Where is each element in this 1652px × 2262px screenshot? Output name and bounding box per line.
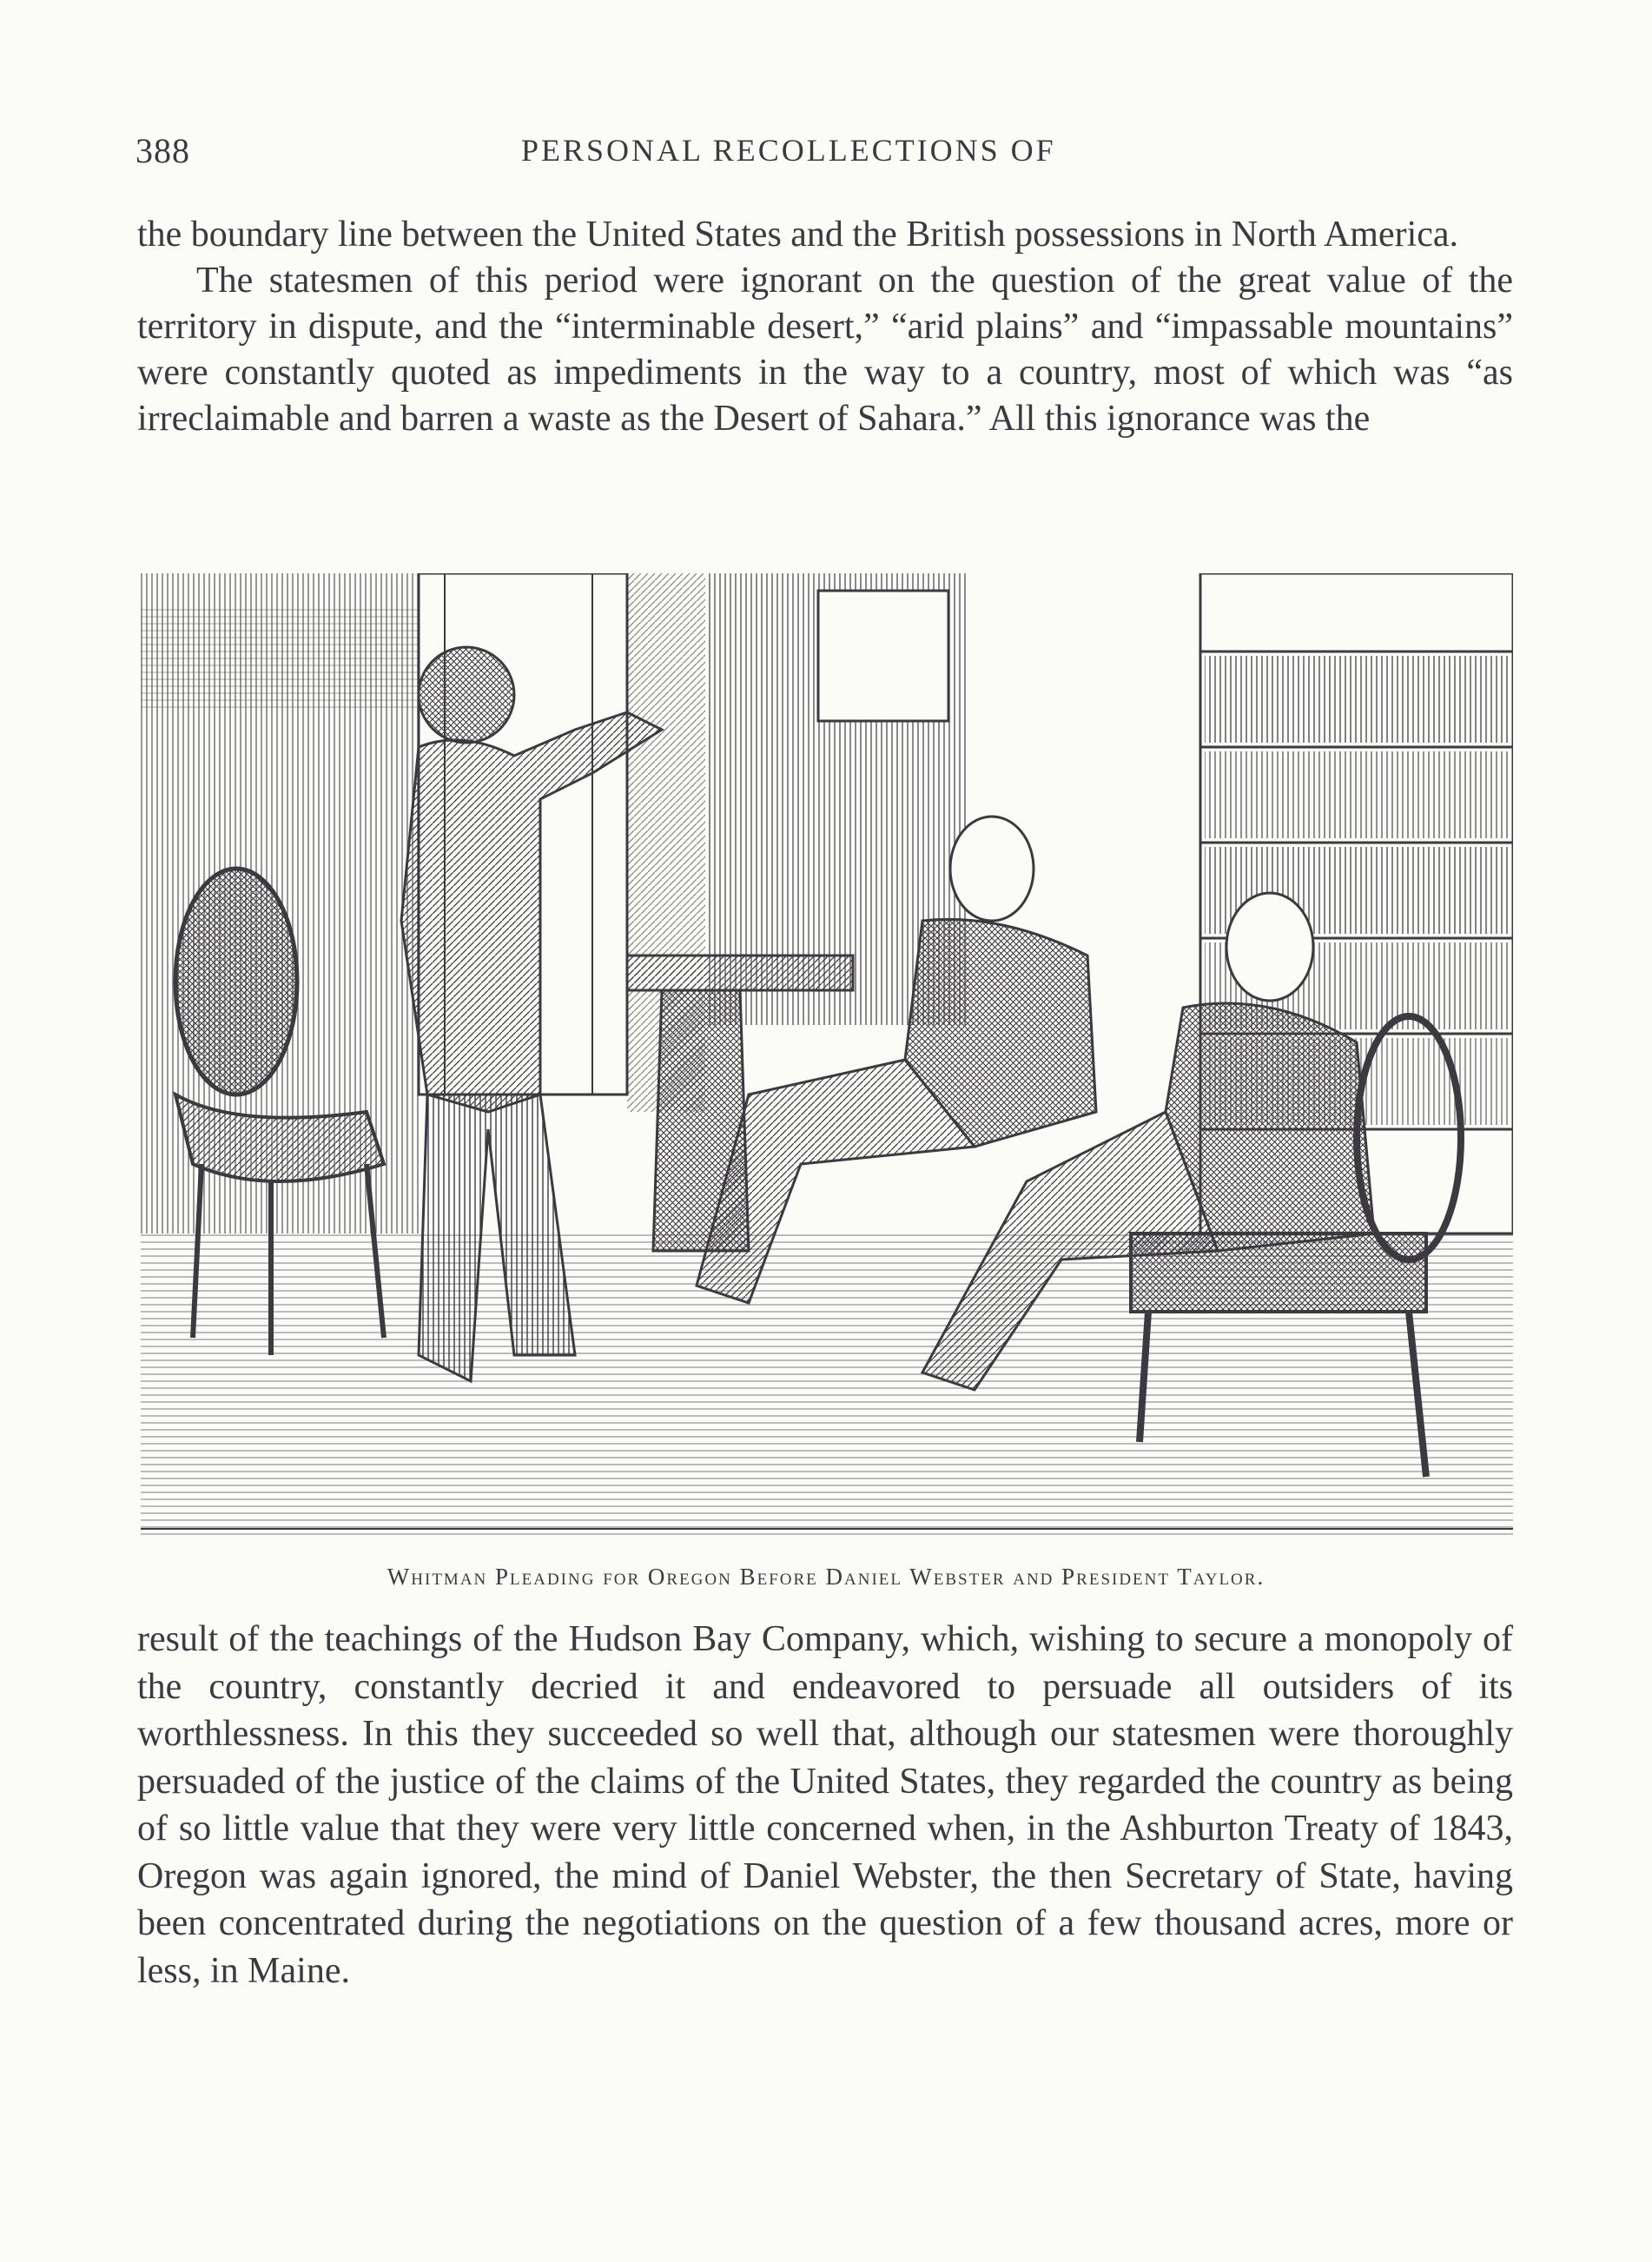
engraving-illustration — [141, 573, 1513, 1538]
continuation-paragraph: the boundary line between the United States and the British possessions in North America. — [137, 215, 1459, 255]
body-text-bottom — [137, 1616, 1513, 1994]
paragraph: The statesmen of this period were ignorant on the question of the great value of the territory in dispute, and the “interminable desert,” “arid plains” and “impassable mountains” were constantly quoted as impediments in the way to a country, most of which was “as irreclaimable and barren a waste as the Desert of Sahara.” All this ignorance was the — [137, 261, 1513, 439]
figure-caption: Whitman Pleading for Oregon Before Daniel Webster and President Taylor. — [387, 1564, 1265, 1590]
engraving-illustration-icon — [141, 573, 1513, 1538]
running-head: PERSONAL RECOLLECTIONS OF — [521, 133, 1056, 168]
paragraph: result of the teachings of the Hudson Bay Company, which, wishing to secure a monopoly of the country, constantly decried it and endeavored to persuade all outsiders of its worthlessness. In this they succeeded so well that, although our statesmen were thoroughly persuaded of the justice of the claims of the United States, they regarded the country as being of so little value that they were very little concerned when, in the Ashburton Treaty of 1843, Oregon was again ignored, the mind of Daniel Webster, the then Secretary of State, having been concentrated during the negotiations on the question of a few thousand acres, more or less, in Maine. — [137, 1619, 1513, 1991]
body-text-top — [137, 212, 1513, 442]
page-number: 388 — [135, 131, 190, 170]
